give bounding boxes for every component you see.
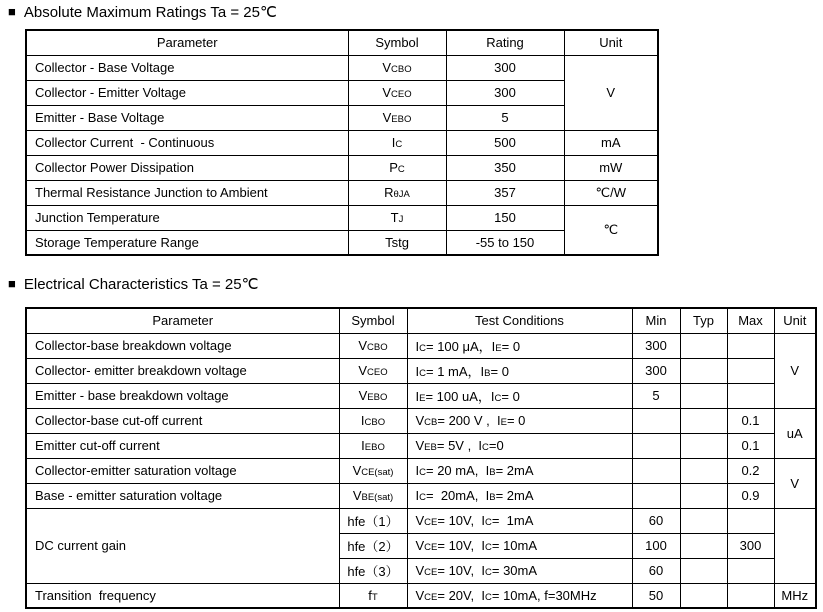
cell-typ	[680, 483, 727, 508]
cell-unit: V	[774, 333, 816, 408]
cell-symbol: IC	[348, 130, 446, 155]
cell-symbol: VCE(sat)	[339, 458, 407, 483]
cell-symbol: RθJA	[348, 180, 446, 205]
cell-test-conditions: VCE= 10V, IC= 30mA	[407, 558, 632, 583]
cell-max	[727, 583, 774, 608]
table-row	[26, 155, 658, 180]
cell-typ	[680, 583, 727, 608]
column-header: Typ	[680, 308, 727, 333]
cell-symbol: VEBO	[348, 105, 446, 130]
table-row	[26, 55, 658, 80]
cell-unit: mW	[564, 155, 658, 180]
cell-typ	[680, 358, 727, 383]
cell-symbol: IEBO	[339, 433, 407, 458]
cell-unit: ℃	[564, 205, 658, 255]
column-header: Parameter	[26, 308, 339, 333]
column-header: Unit	[774, 308, 816, 333]
cell-symbol: TJ	[348, 205, 446, 230]
table-row	[26, 80, 658, 105]
cell-symbol: VBE(sat)	[339, 483, 407, 508]
cell-parameter: Collector-base cut-off current	[26, 408, 339, 433]
cell-test-conditions: VCE= 10V, IC= 10mA	[407, 533, 632, 558]
cell-rating: -55 to 150	[446, 230, 564, 255]
section-title: Electrical Characteristics Ta = 25℃	[23, 276, 259, 293]
cell-max: 0.1	[727, 433, 774, 458]
table-row	[26, 508, 816, 533]
cell-parameter: Collector - Emitter Voltage	[26, 80, 348, 105]
cell-max	[727, 383, 774, 408]
table-row	[26, 383, 816, 408]
cell-symbol: PC	[348, 155, 446, 180]
cell-rating: 500	[446, 130, 564, 155]
cell-typ	[680, 408, 727, 433]
cell-parameter: Collector-base breakdown voltage	[26, 333, 339, 358]
cell-unit: V	[564, 55, 658, 130]
table-row	[26, 180, 658, 205]
column-header: Rating	[446, 30, 564, 55]
column-header: Unit	[564, 30, 658, 55]
cell-symbol: VCBO	[339, 333, 407, 358]
cell-symbol: hfe（1）	[339, 508, 407, 533]
cell-symbol: VCEO	[348, 80, 446, 105]
square-bullet-icon: ■	[8, 275, 16, 291]
cell-symbol: hfe（3）	[339, 558, 407, 583]
cell-max	[727, 508, 774, 533]
cell-max	[727, 333, 774, 358]
cell-test-conditions: VCE= 10V, IC= 1mA	[407, 508, 632, 533]
cell-max	[727, 358, 774, 383]
cell-test-conditions: VCB= 200 V , IE= 0	[407, 408, 632, 433]
table-row	[26, 408, 816, 433]
electrical-characteristics-table	[25, 307, 817, 609]
section-title: Absolute Maximum Ratings Ta = 25℃	[23, 4, 277, 21]
cell-unit: ℃/W	[564, 180, 658, 205]
cell-rating: 350	[446, 155, 564, 180]
column-header: Parameter	[26, 30, 348, 55]
cell-test-conditions: IC= 100 μA，IE= 0	[407, 333, 632, 358]
cell-typ	[680, 433, 727, 458]
cell-test-conditions: VCE= 20V, IC= 10mA, f=30MHz	[407, 583, 632, 608]
cell-min: 100	[632, 533, 680, 558]
cell-typ	[680, 383, 727, 408]
cell-typ	[680, 533, 727, 558]
cell-parameter: Thermal Resistance Junction to Ambient	[26, 180, 348, 205]
cell-min	[632, 408, 680, 433]
cell-symbol: fT	[339, 583, 407, 608]
cell-symbol: VCBO	[348, 55, 446, 80]
cell-parameter: DC current gain	[26, 508, 339, 583]
table-row	[26, 583, 816, 608]
column-header: Min	[632, 308, 680, 333]
table-row	[26, 105, 658, 130]
cell-unit: V	[774, 458, 816, 508]
cell-min: 5	[632, 383, 680, 408]
cell-parameter: Transition frequency	[26, 583, 339, 608]
table-row	[26, 358, 816, 383]
section-header-electrical-characteristics	[8, 275, 258, 293]
cell-parameter: Junction Temperature	[26, 205, 348, 230]
cell-unit: uA	[774, 408, 816, 458]
cell-rating: 150	[446, 205, 564, 230]
header-row	[26, 308, 816, 333]
cell-symbol: hfe（2）	[339, 533, 407, 558]
table-row	[26, 130, 658, 155]
cell-parameter: Emitter - base breakdown voltage	[26, 383, 339, 408]
cell-unit	[774, 508, 816, 583]
cell-test-conditions: IE= 100 uA，IC= 0	[407, 383, 632, 408]
cell-typ	[680, 458, 727, 483]
cell-min	[632, 458, 680, 483]
cell-parameter: Collector- emitter breakdown voltage	[26, 358, 339, 383]
absolute-maximum-ratings-table	[25, 29, 659, 256]
cell-max	[727, 558, 774, 583]
cell-max: 0.1	[727, 408, 774, 433]
cell-parameter: Emitter - Base Voltage	[26, 105, 348, 130]
header-row	[26, 30, 658, 55]
cell-max: 300	[727, 533, 774, 558]
cell-parameter: Collector Power Dissipation	[26, 155, 348, 180]
cell-parameter: Emitter cut-off current	[26, 433, 339, 458]
column-header: Test Conditions	[407, 308, 632, 333]
table-row	[26, 230, 658, 255]
table-row	[26, 333, 816, 358]
cell-max: 0.9	[727, 483, 774, 508]
square-bullet-icon: ■	[8, 3, 16, 19]
cell-symbol: Tstg	[348, 230, 446, 255]
cell-typ	[680, 558, 727, 583]
cell-rating: 300	[446, 80, 564, 105]
cell-min: 300	[632, 333, 680, 358]
cell-parameter: Collector-emitter saturation voltage	[26, 458, 339, 483]
table-row	[26, 483, 816, 508]
cell-min: 300	[632, 358, 680, 383]
cell-test-conditions: IC= 1 mA，IB= 0	[407, 358, 632, 383]
cell-test-conditions: IC= 20 mA, IB= 2mA	[407, 458, 632, 483]
cell-test-conditions: VEB= 5V , IC=0	[407, 433, 632, 458]
cell-min: 60	[632, 508, 680, 533]
cell-min	[632, 483, 680, 508]
table-row	[26, 458, 816, 483]
cell-symbol: ICBO	[339, 408, 407, 433]
table-row	[26, 433, 816, 458]
column-header: Symbol	[339, 308, 407, 333]
cell-rating: 300	[446, 55, 564, 80]
cell-max: 0.2	[727, 458, 774, 483]
cell-unit: mA	[564, 130, 658, 155]
cell-parameter: Storage Temperature Range	[26, 230, 348, 255]
cell-unit: MHz	[774, 583, 816, 608]
cell-parameter: Base - emitter saturation voltage	[26, 483, 339, 508]
cell-parameter: Collector - Base Voltage	[26, 55, 348, 80]
cell-symbol: VEBO	[339, 383, 407, 408]
cell-min: 50	[632, 583, 680, 608]
section-header-absolute-maximum-ratings	[8, 3, 277, 21]
column-header: Symbol	[348, 30, 446, 55]
cell-min: 60	[632, 558, 680, 583]
table-row	[26, 205, 658, 230]
cell-rating: 5	[446, 105, 564, 130]
cell-min	[632, 433, 680, 458]
column-header: Max	[727, 308, 774, 333]
cell-parameter: Collector Current - Continuous	[26, 130, 348, 155]
cell-rating: 357	[446, 180, 564, 205]
cell-typ	[680, 333, 727, 358]
cell-symbol: VCEO	[339, 358, 407, 383]
cell-typ	[680, 508, 727, 533]
cell-test-conditions: IC= 20mA, IB= 2mA	[407, 483, 632, 508]
